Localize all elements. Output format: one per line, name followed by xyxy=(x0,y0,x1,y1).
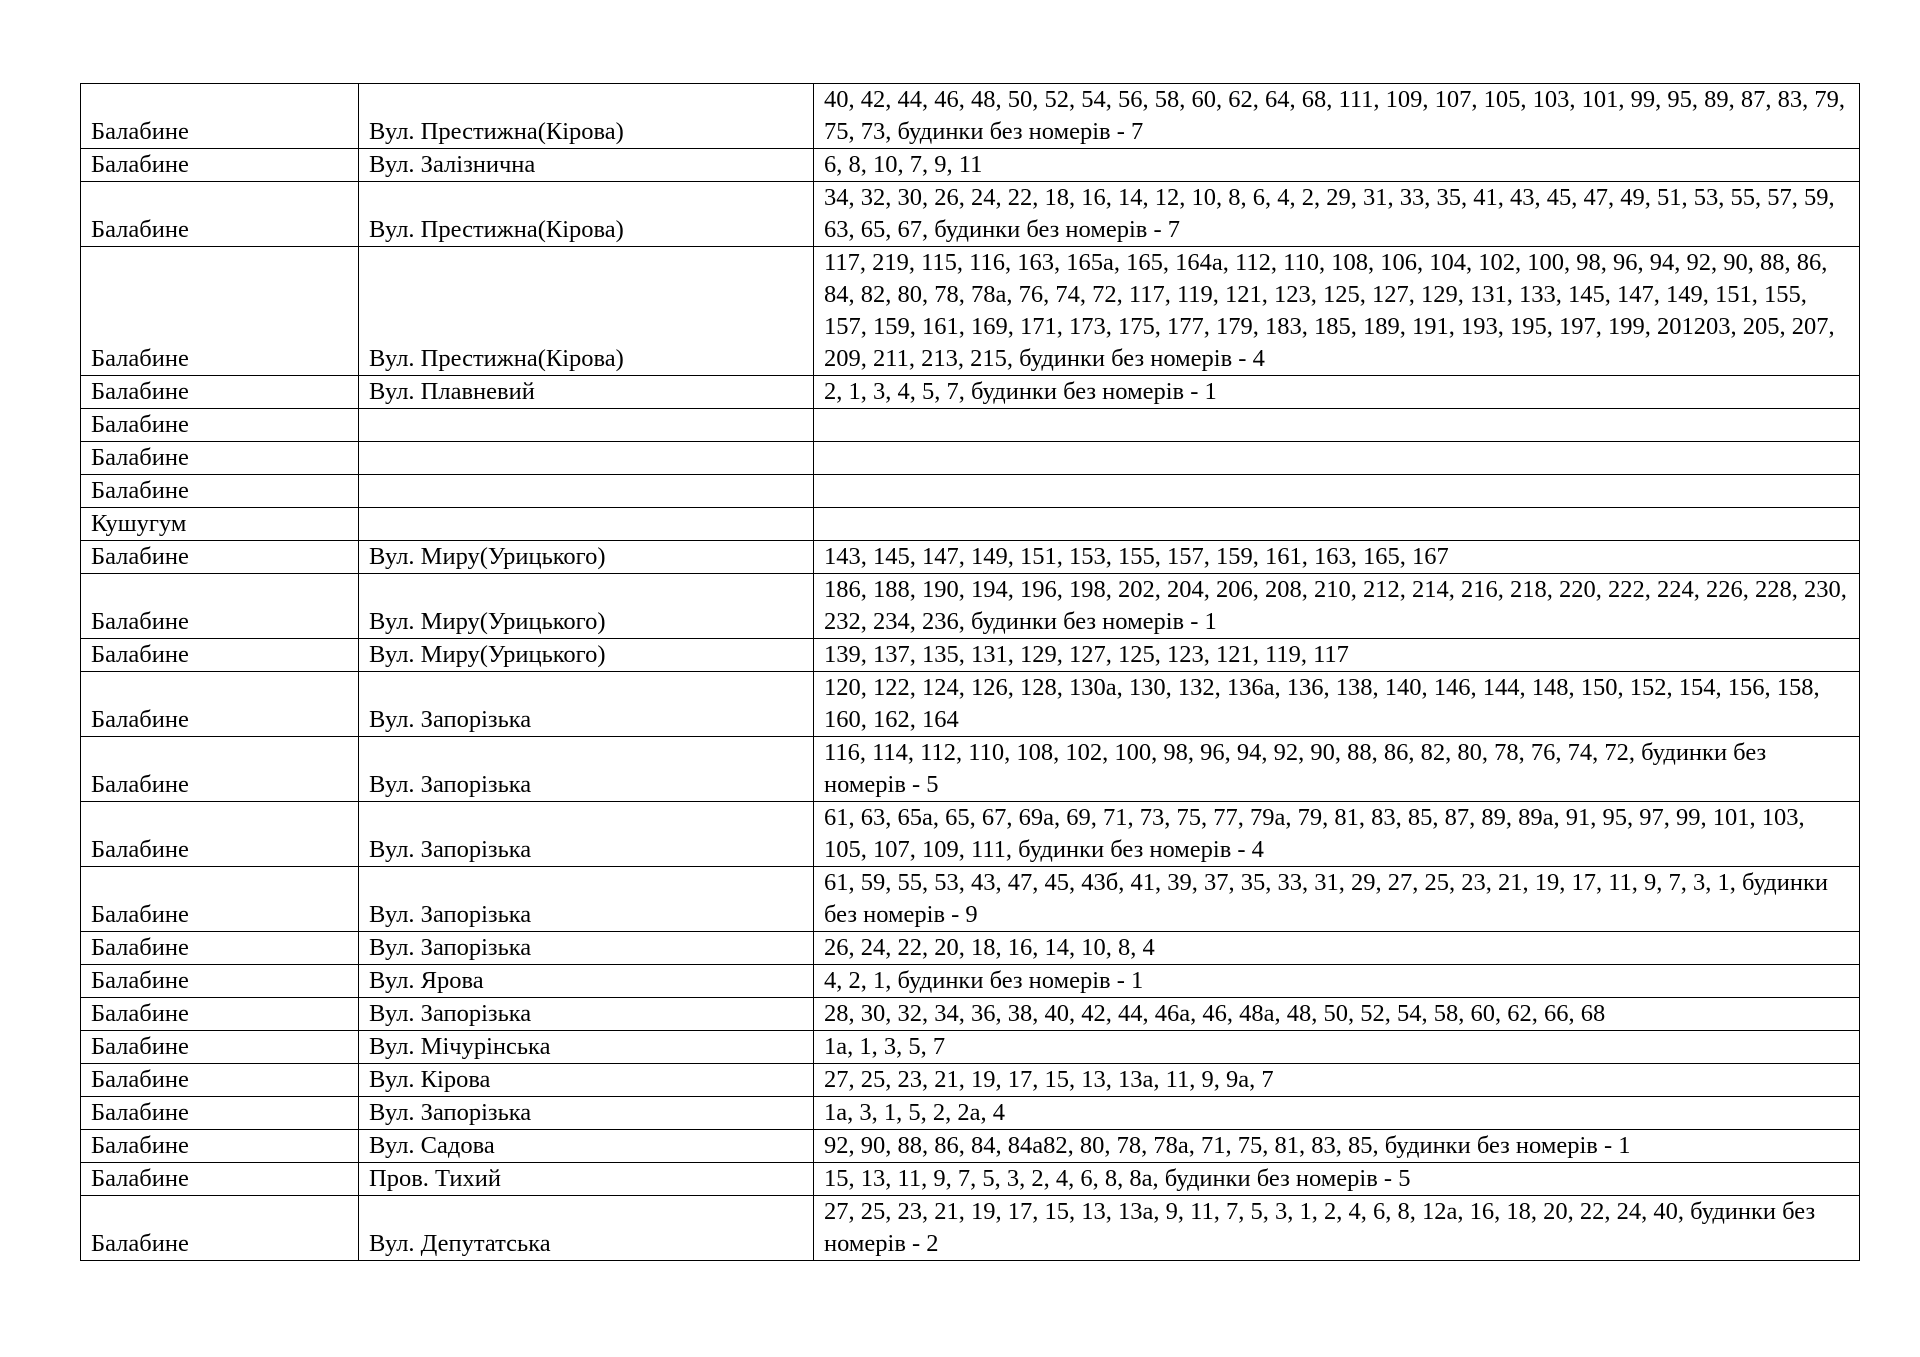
settlement-cell: Кушугум xyxy=(81,508,359,541)
street-cell: Вул. Престижна(Кірова) xyxy=(359,182,814,247)
house-numbers-cell: 28, 30, 32, 34, 36, 38, 40, 42, 44, 46а, 46, 48а, 48, 50, 52, 54, 58, 60, 62, 66, 68 xyxy=(814,998,1860,1031)
street-cell: Вул. Престижна(Кірова) xyxy=(359,84,814,149)
house-numbers-cell: 61, 63, 65а, 65, 67, 69а, 69, 71, 73, 75, 77, 79а, 79, 81, 83, 85, 87, 89, 89а, 91, 95, 97, 99, 101, 103, 105, 107, 109, 111, будинки без номерів - 4 xyxy=(814,802,1860,867)
house-numbers-cell: 6, 8, 10, 7, 9, 11 xyxy=(814,149,1860,182)
table-row xyxy=(81,508,1860,541)
settlement-cell: Балабине xyxy=(81,475,359,508)
street-cell: Вул. Ярова xyxy=(359,965,814,998)
settlement-cell: Балабине xyxy=(81,182,359,247)
table-row xyxy=(81,998,1860,1031)
table-row xyxy=(81,149,1860,182)
house-numbers-cell: 139, 137, 135, 131, 129, 127, 125, 123, 121, 119, 117 xyxy=(814,639,1860,672)
settlement-cell: Балабине xyxy=(81,1064,359,1097)
table-row xyxy=(81,802,1860,867)
settlement-cell: Балабине xyxy=(81,737,359,802)
house-numbers-cell: 4, 2, 1, будинки без номерів - 1 xyxy=(814,965,1860,998)
table-row xyxy=(81,541,1860,574)
street-cell xyxy=(359,442,814,475)
house-numbers-cell xyxy=(814,409,1860,442)
street-cell: Вул. Запорізька xyxy=(359,737,814,802)
settlement-cell: Балабине xyxy=(81,867,359,932)
house-numbers-cell: 186, 188, 190, 194, 196, 198, 202, 204, 206, 208, 210, 212, 214, 216, 218, 220, 222, 224, 226, 228, 230, 232, 234, 236, будинки без номерів - 1 xyxy=(814,574,1860,639)
house-numbers-cell: 61, 59, 55, 53, 43, 47, 45, 43б, 41, 39, 37, 35, 33, 31, 29, 27, 25, 23, 21, 19, 17, 11, 9, 7, 3, 1, будинки без номерів - 9 xyxy=(814,867,1860,932)
table-row xyxy=(81,1031,1860,1064)
street-cell: Вул. Кірова xyxy=(359,1064,814,1097)
street-cell: Вул. Запорізька xyxy=(359,932,814,965)
table-row xyxy=(81,965,1860,998)
house-numbers-cell: 26, 24, 22, 20, 18, 16, 14, 10, 8, 4 xyxy=(814,932,1860,965)
table-row xyxy=(81,182,1860,247)
table-row xyxy=(81,1130,1860,1163)
settlement-cell: Балабине xyxy=(81,247,359,376)
table-row xyxy=(81,1064,1860,1097)
table-row xyxy=(81,1097,1860,1130)
house-numbers-cell: 27, 25, 23, 21, 19, 17, 15, 13, 13а, 11, 9, 9а, 7 xyxy=(814,1064,1860,1097)
settlement-cell: Балабине xyxy=(81,1130,359,1163)
street-cell: Вул. Миру(Урицького) xyxy=(359,541,814,574)
street-cell: Вул. Мічурінська xyxy=(359,1031,814,1064)
street-cell: Вул. Запорізька xyxy=(359,802,814,867)
street-cell xyxy=(359,409,814,442)
house-numbers-cell: 92, 90, 88, 86, 84, 84а82, 80, 78, 78а, 71, 75, 81, 83, 85, будинки без номерів - 1 xyxy=(814,1130,1860,1163)
house-numbers-cell: 15, 13, 11, 9, 7, 5, 3, 2, 4, 6, 8, 8а, будинки без номерів - 5 xyxy=(814,1163,1860,1196)
table-row xyxy=(81,672,1860,737)
table-row xyxy=(81,639,1860,672)
settlement-cell: Балабине xyxy=(81,998,359,1031)
settlement-cell: Балабине xyxy=(81,149,359,182)
street-cell: Вул. Миру(Урицького) xyxy=(359,574,814,639)
street-cell: Вул. Залізнична xyxy=(359,149,814,182)
settlement-cell: Балабине xyxy=(81,442,359,475)
settlement-cell: Балабине xyxy=(81,541,359,574)
street-cell: Вул. Запорізька xyxy=(359,867,814,932)
street-cell xyxy=(359,508,814,541)
house-numbers-cell: 1а, 3, 1, 5, 2, 2а, 4 xyxy=(814,1097,1860,1130)
street-cell: Вул. Миру(Урицького) xyxy=(359,639,814,672)
house-numbers-cell xyxy=(814,442,1860,475)
address-table xyxy=(80,83,1860,1261)
address-table-body xyxy=(81,84,1860,1261)
house-numbers-cell: 143, 145, 147, 149, 151, 153, 155, 157, 159, 161, 163, 165, 167 xyxy=(814,541,1860,574)
settlement-cell: Балабине xyxy=(81,409,359,442)
house-numbers-cell: 34, 32, 30, 26, 24, 22, 18, 16, 14, 12, 10, 8, 6, 4, 2, 29, 31, 33, 35, 41, 43, 45, 47, 49, 51, 53, 55, 57, 59, 63, 65, 67, будинки без номерів - 7 xyxy=(814,182,1860,247)
settlement-cell: Балабине xyxy=(81,84,359,149)
house-numbers-cell xyxy=(814,508,1860,541)
street-cell: Вул. Садова xyxy=(359,1130,814,1163)
settlement-cell: Балабине xyxy=(81,672,359,737)
table-row xyxy=(81,475,1860,508)
table-row xyxy=(81,409,1860,442)
house-numbers-cell: 117, 219, 115, 116, 163, 165а, 165, 164а, 112, 110, 108, 106, 104, 102, 100, 98, 96, 94, 92, 90, 88, 86, 84, 82, 80, 78, 78а, 76, 74, 72, 117, 119, 121, 123, 125, 127, 129, 131, 133, 145, 147, 149, 151, 155, 157, 159, 161, 169, 171, 173, 175, 177, 179, 183, 185, 189, 191, 193, 195, 197, 199, 201203, 205, 207, 209, 211, 213, 215, будинки без номерів - 4 xyxy=(814,247,1860,376)
house-numbers-cell: 120, 122, 124, 126, 128, 130а, 130, 132, 136а, 136, 138, 140, 146, 144, 148, 150, 152, 154, 156, 158, 160, 162, 164 xyxy=(814,672,1860,737)
table-row xyxy=(81,867,1860,932)
settlement-cell: Балабине xyxy=(81,1097,359,1130)
street-cell: Вул. Депутатська xyxy=(359,1196,814,1261)
house-numbers-cell: 1а, 1, 3, 5, 7 xyxy=(814,1031,1860,1064)
house-numbers-cell: 116, 114, 112, 110, 108, 102, 100, 98, 96, 94, 92, 90, 88, 86, 82, 80, 78, 76, 74, 72, будинки без номерів - 5 xyxy=(814,737,1860,802)
settlement-cell: Балабине xyxy=(81,1196,359,1261)
street-cell: Пров. Тихий xyxy=(359,1163,814,1196)
table-row xyxy=(81,932,1860,965)
table-row xyxy=(81,574,1860,639)
street-cell: Вул. Запорізька xyxy=(359,1097,814,1130)
street-cell xyxy=(359,475,814,508)
table-row xyxy=(81,247,1860,376)
table-row xyxy=(81,376,1860,409)
settlement-cell: Балабине xyxy=(81,376,359,409)
table-row xyxy=(81,737,1860,802)
settlement-cell: Балабине xyxy=(81,1163,359,1196)
settlement-cell: Балабине xyxy=(81,802,359,867)
street-cell: Вул. Плавневий xyxy=(359,376,814,409)
settlement-cell: Балабине xyxy=(81,932,359,965)
table-row xyxy=(81,442,1860,475)
street-cell: Вул. Запорізька xyxy=(359,672,814,737)
table-row xyxy=(81,1196,1860,1261)
table-row xyxy=(81,1163,1860,1196)
settlement-cell: Балабине xyxy=(81,1031,359,1064)
settlement-cell: Балабине xyxy=(81,574,359,639)
settlement-cell: Балабине xyxy=(81,639,359,672)
street-cell: Вул. Запорізька xyxy=(359,998,814,1031)
house-numbers-cell: 2, 1, 3, 4, 5, 7, будинки без номерів - 1 xyxy=(814,376,1860,409)
settlement-cell: Балабине xyxy=(81,965,359,998)
house-numbers-cell xyxy=(814,475,1860,508)
house-numbers-cell: 40, 42, 44, 46, 48, 50, 52, 54, 56, 58, 60, 62, 64, 68, 111, 109, 107, 105, 103, 101, 99, 95, 89, 87, 83, 79, 75, 73, будинки без номерів - 7 xyxy=(814,84,1860,149)
street-cell: Вул. Престижна(Кірова) xyxy=(359,247,814,376)
house-numbers-cell: 27, 25, 23, 21, 19, 17, 15, 13, 13а, 9, 11, 7, 5, 3, 1, 2, 4, 6, 8, 12а, 16, 18, 20, 22, 24, 40, будинки без номерів - 2 xyxy=(814,1196,1860,1261)
table-row xyxy=(81,84,1860,149)
